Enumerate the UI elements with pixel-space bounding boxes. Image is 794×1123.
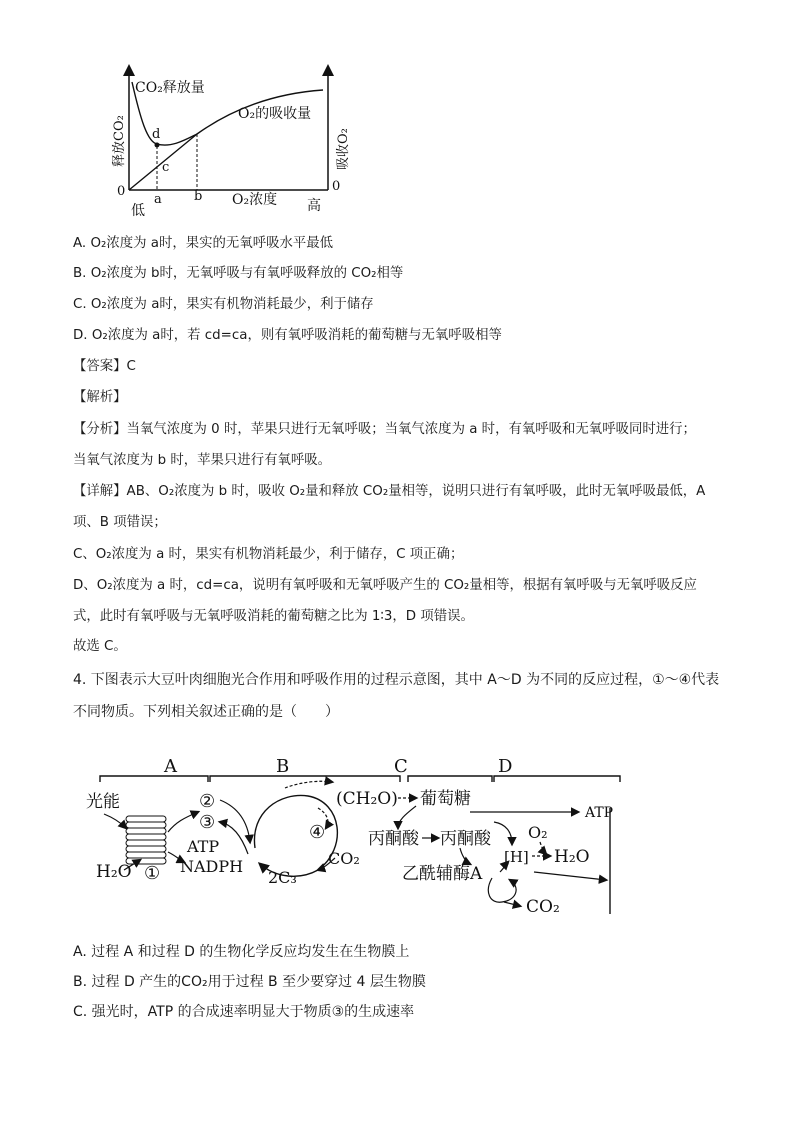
pyruvate-1-label: 丙酮酸 xyxy=(368,829,419,849)
h2o-label: H₂O xyxy=(96,862,132,882)
q4-option-a: A. 过程 A 和过程 D 的生物化学反应均发生在生物膜上 xyxy=(73,944,410,960)
label-a: A xyxy=(164,756,177,777)
left-zero: 0 xyxy=(117,184,126,199)
q4-option-b: B. 过程 D 产生的CO₂用于过程 B 至少要穿过 4 层生物膜 xyxy=(73,974,426,990)
q3-option-b: B. O₂浓度为 b时，无氧呼吸与有氧呼吸释放的 CO₂相等 xyxy=(73,266,404,281)
label-c: C xyxy=(394,756,408,777)
pyruvate-to-acetyl-arrow xyxy=(460,848,470,864)
h-label: [H] xyxy=(504,848,529,866)
bracket-c xyxy=(408,776,492,782)
o2-curve-label: O₂的吸收量 xyxy=(238,106,312,122)
bracket-a xyxy=(100,776,208,782)
q3-option-a: A. O₂浓度为 a时，果实的无氧呼吸水平最低 xyxy=(73,236,334,251)
h-to-atp-arrow xyxy=(534,872,606,880)
q3-option-c: C. O₂浓度为 a时，果实有机物消耗最少，利于储存 xyxy=(73,297,374,312)
photosynthesis-respiration-diagram xyxy=(80,752,640,922)
atp-right-label: ATP xyxy=(585,805,614,821)
low-label: 低 xyxy=(131,203,145,219)
x-axis-label: O₂浓度 xyxy=(232,192,278,208)
analysis-line-3: 【详解】AB、O₂浓度为 b 时，吸收 O₂量和释放 CO₂量相等，说明只进行有氧呼吸，此时无氧呼吸最低，A xyxy=(73,484,706,499)
to-ch2o-arrow xyxy=(285,781,332,788)
to-h-arrow xyxy=(494,822,512,844)
analysis-line-8: 故选 C。 xyxy=(73,639,127,654)
right-axis-label: 吸收O₂ xyxy=(336,128,351,170)
o2-label: O₂ xyxy=(528,823,548,842)
bracket-d xyxy=(494,776,620,782)
h2o-bottom-label: H₂O xyxy=(554,847,590,867)
atp-to-cycle-arrow xyxy=(220,800,250,842)
to-co2-arrow xyxy=(504,902,520,906)
analysis-line-1: 【分析】当氧气浓度为 0 时，苹果只进行无氧呼吸；当氧气浓度为 a 时，有氧呼吸和无氧呼吸同时进行； xyxy=(73,422,696,437)
point-c-label: c xyxy=(162,160,170,175)
point-d-label: d xyxy=(152,127,161,142)
thylakoid-stack-icon xyxy=(126,816,166,864)
cycle-return-arrow xyxy=(220,822,248,854)
analysis-line-2: 当氧气浓度为 b 时，苹果只进行有氧呼吸。 xyxy=(73,453,332,468)
co2-left-label: CO₂ xyxy=(328,849,360,868)
q3-option-d: D. O₂浓度为 a时，若 cd=ca，则有氧呼吸消耗的葡萄糖与无氧呼吸相等 xyxy=(73,328,502,343)
substance-3: ③ xyxy=(199,812,216,833)
analysis-line-6: D、O₂浓度为 a 时，cd=ca，说明有氧呼吸和无氧呼吸产生的 CO₂量相等，根据有氧呼吸与无氧呼吸反应 xyxy=(73,578,697,593)
label-d: D xyxy=(498,756,513,777)
q4-stem-line-1: 4. 下图表示大豆叶肉细胞光合作用和呼吸作用的过程示意图，其中 A～D 为不同的反应过程，①～④代表 xyxy=(73,672,720,688)
label-b: B xyxy=(276,756,290,777)
o2-to-h2o-arrow xyxy=(540,842,546,854)
right-zero: 0 xyxy=(332,179,341,194)
co2-curve-label: CO₂释放量 xyxy=(135,80,205,96)
substance-1: ① xyxy=(144,863,161,884)
substance-4: ④ xyxy=(309,822,326,843)
glucose-label: 葡萄糖 xyxy=(420,789,471,809)
glucose-to-pyruvate-arrow xyxy=(398,806,416,828)
co2-right-label: CO₂ xyxy=(526,897,560,917)
atp-label: ATP xyxy=(187,837,220,856)
light-arrow xyxy=(104,814,126,828)
light-energy-label: 光能 xyxy=(86,792,120,812)
nadph-label: NADPH xyxy=(180,857,244,876)
point-d-marker xyxy=(155,143,160,148)
analysis-line-4: 项、B 项错误； xyxy=(73,515,167,530)
o2-concentration-graph xyxy=(95,62,375,222)
analysis-line-5: C、O₂浓度为 a 时，果实有机物消耗最少，利于储存，C 项正确； xyxy=(73,547,464,562)
q4-option-c: C. 强光时，ATP 的合成速率明显大于物质③的生成速率 xyxy=(73,1004,415,1020)
analysis-title: 【解析】 xyxy=(73,390,127,405)
pyruvate-2-label: 丙酮酸 xyxy=(440,829,491,849)
tick-b-label: b xyxy=(194,189,203,204)
bracket-b xyxy=(210,776,400,782)
tick-a-label: a xyxy=(154,192,162,207)
ch2o-label: (CH₂O) xyxy=(336,789,398,809)
analysis-line-7: 式，此时有氧呼吸与无氧呼吸消耗的葡萄糖之比为 1∶3，D 项错误。 xyxy=(73,609,474,624)
stack-to-atp-arrow xyxy=(168,812,198,832)
high-label: 高 xyxy=(307,198,321,214)
q4-stem-line-2: 不同物质。下列相关叙述正确的是（ ） xyxy=(73,704,339,720)
c3-label: 2C₃ xyxy=(268,868,297,887)
left-axis-label: 释放CO₂ xyxy=(112,115,127,167)
krebs-cycle-loop xyxy=(488,878,516,902)
acetyl-coa-label: 乙酰辅酶A xyxy=(402,864,483,884)
substance-2: ② xyxy=(199,791,216,812)
answer-line: 【答案】C xyxy=(73,359,136,374)
